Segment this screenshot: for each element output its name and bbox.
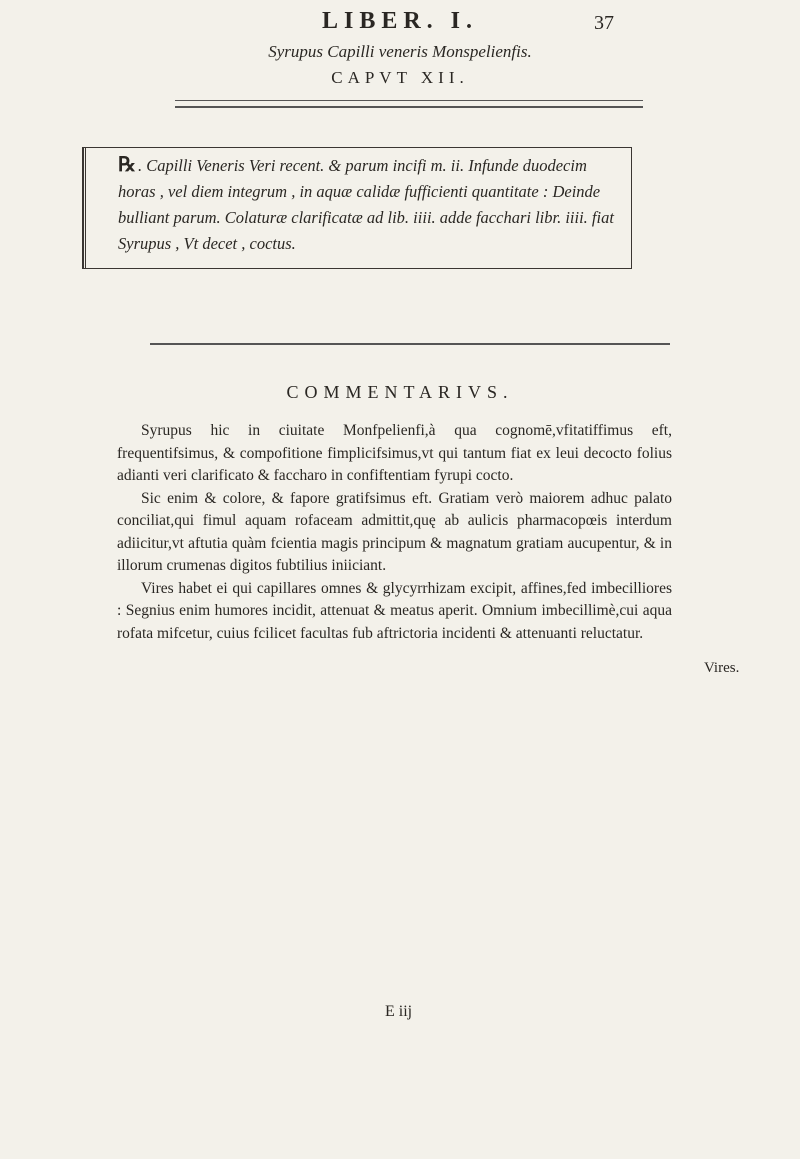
commentary-paragraph: Syrupus hic in ciuitate Monfpelienfi,à qua cognomē,vfitatiffimus eft, frequentifsimus, & compofitione fimplicifsimus,vt qui tantum fiat ex leui decocto folius adianti veri clarificato & faccharo in confiftentiam fyrupi cocto. (117, 422, 672, 484)
commentary-paragraph: Sic enim & colore, & fapore gratifsimus eft. Gratiam verò maiorem adhuc palato conciliat,qui fimul aquam rofaceam admittit,quę ab aulicis pharmacopœis interdum adiicitur,vt aftutia quàm fcientia magis principum & magnatum gratiam aucupentur, & in illorum crumenas digitos fubtilius iniiciant. (117, 489, 672, 574)
divider-rule (150, 343, 670, 345)
page-number: 37 (594, 12, 614, 34)
divider-rule (175, 100, 643, 101)
signature-mark: E iij (385, 1003, 413, 1020)
commentary-heading: COMMENTARIVS. (286, 382, 514, 402)
recipe-text: . Capilli Veneris Veri recent. & parum incifi m. ii. Infunde duodecim horas , vel diem integrum , in aquæ calidæ fufficienti quantitate : Deinde bulliant parum. Colaturæ clarificatæ ad lib. iiii. adde facchari libr. iiii. fiat Syrupus , Vt decet , coctus. (118, 156, 614, 253)
recipe-title: Syrupus Capilli veneris Monspelienfis. (268, 42, 532, 61)
commentary-paragraph: Vires habet ei qui capillares omnes & glycyrrhizam excipit, affines,fed imbecilliores : Segnius enim humores incidit, attenuat & meatus aperit. Omnium imbecillimè,cui aqua rofata mifcetur, cuius fcilicet facultas fub aftrictoria incidenti & attenuanti reluctatur. (117, 579, 672, 642)
commentary-body (117, 420, 672, 645)
margin-note: Vires. (704, 660, 740, 676)
recipe-text-block (118, 152, 618, 257)
divider-rule (175, 106, 643, 108)
chapter-heading: CAPVT XII. (331, 68, 469, 87)
running-head: LIBER. I. (321, 8, 479, 34)
recipe-symbol-icon: ℞ (118, 154, 136, 176)
